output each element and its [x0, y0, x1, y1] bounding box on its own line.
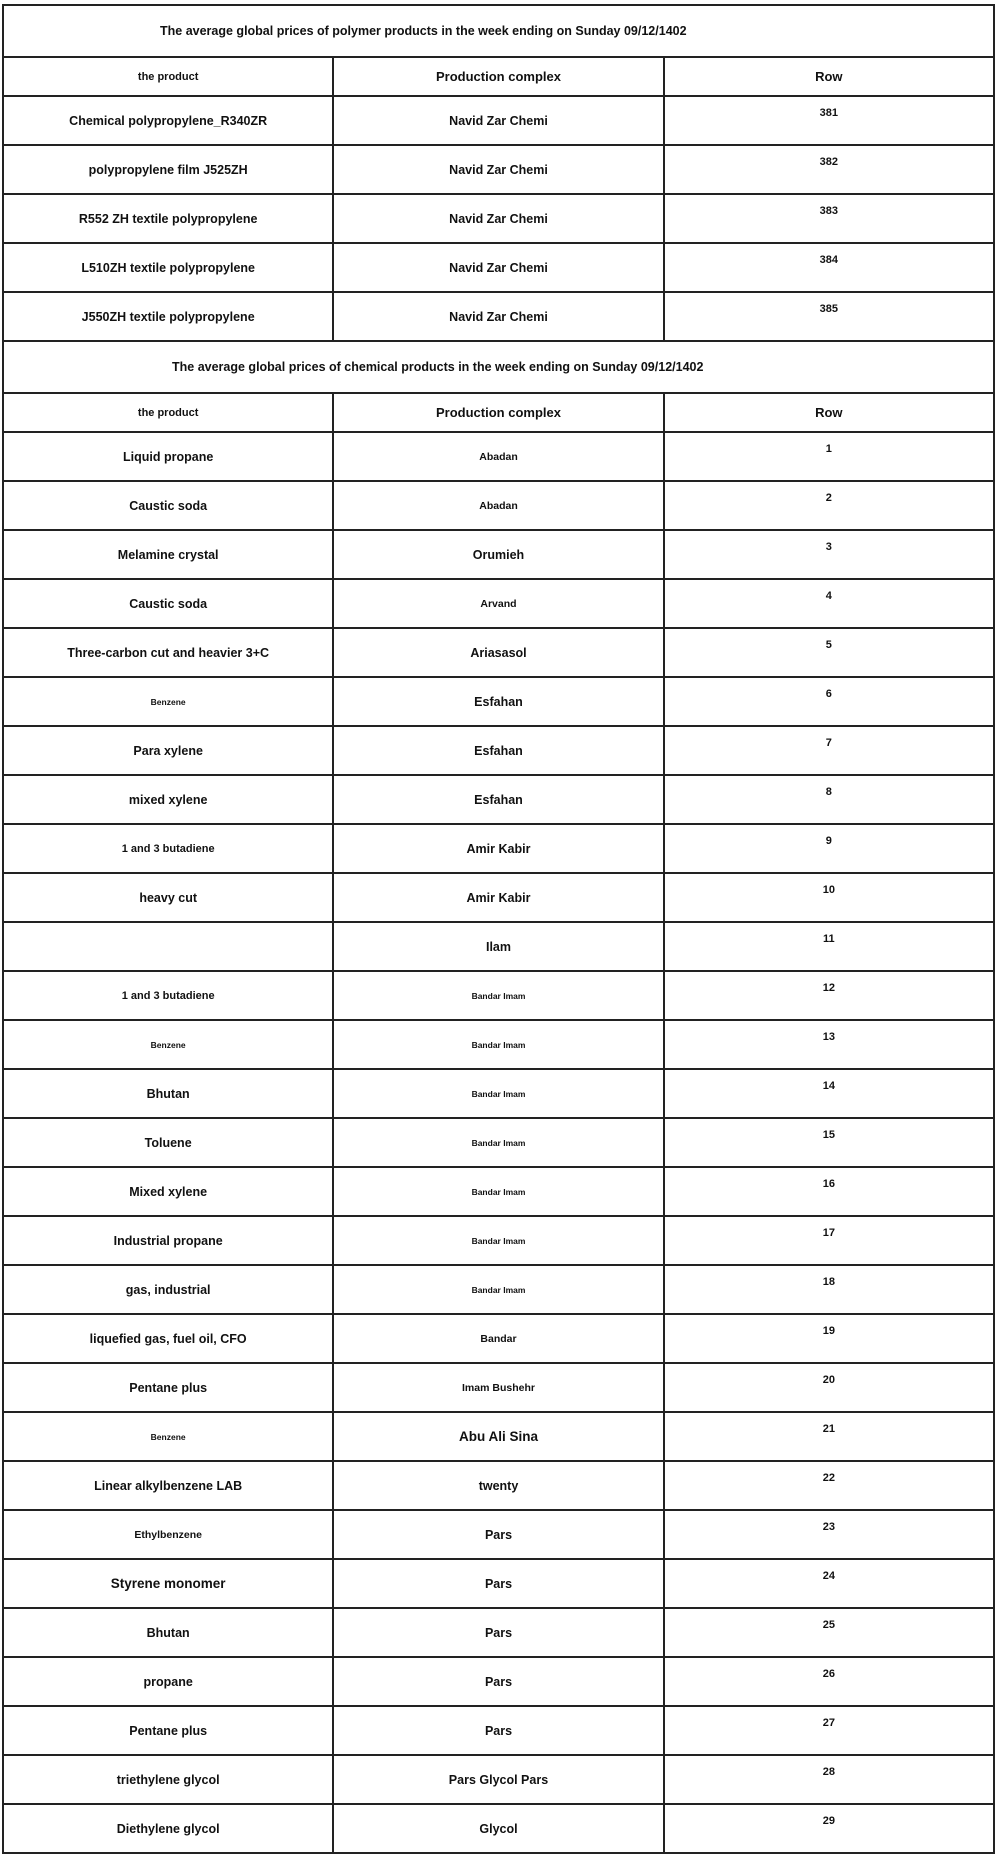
row-number-cell: 385 — [664, 292, 994, 341]
product-cell: 1 and 3 butadiene — [3, 971, 333, 1020]
column-header-complex: Production complex — [333, 57, 663, 96]
complex-cell: Ariasasol — [333, 628, 663, 677]
table-row — [3, 1559, 994, 1608]
polymer-table-header — [3, 57, 994, 96]
complex-cell: Abu Ali Sina — [333, 1412, 663, 1461]
product-cell: Bhutan — [3, 1069, 333, 1118]
product-cell: L510ZH textile polypropylene — [3, 243, 333, 292]
table-row — [3, 1069, 994, 1118]
table-row — [3, 824, 994, 873]
product-cell: Caustic soda — [3, 481, 333, 530]
table-row — [3, 1804, 994, 1853]
complex-cell: twenty — [333, 1461, 663, 1510]
complex-cell: Bandar Imam — [333, 1069, 663, 1118]
complex-cell: Pars — [333, 1510, 663, 1559]
complex-cell: Bandar Imam — [333, 1216, 663, 1265]
table-row — [3, 1216, 994, 1265]
row-number-cell: 16 — [664, 1167, 994, 1216]
table-row — [3, 1412, 994, 1461]
product-cell: liquefied gas, fuel oil, CFO — [3, 1314, 333, 1363]
row-number-cell: 26 — [664, 1657, 994, 1706]
product-cell — [3, 922, 333, 971]
product-cell: Styrene monomer — [3, 1559, 333, 1608]
complex-cell: Bandar Imam — [333, 1167, 663, 1216]
row-number-cell: 23 — [664, 1510, 994, 1559]
complex-cell: Arvand — [333, 579, 663, 628]
complex-cell: Bandar Imam — [333, 971, 663, 1020]
complex-cell: Bandar — [333, 1314, 663, 1363]
row-number-cell: 5 — [664, 628, 994, 677]
product-cell: Chemical polypropylene_R340ZR — [3, 96, 333, 145]
complex-cell: Bandar Imam — [333, 1020, 663, 1069]
complex-cell: Abadan — [333, 432, 663, 481]
product-cell: Melamine crystal — [3, 530, 333, 579]
row-number-cell: 15 — [664, 1118, 994, 1167]
product-cell: propane — [3, 1657, 333, 1706]
product-cell: Bhutan — [3, 1608, 333, 1657]
product-cell: mixed xylene — [3, 775, 333, 824]
polymer-table-body — [3, 96, 994, 341]
complex-cell: Pars Glycol Pars — [333, 1755, 663, 1804]
table-row — [3, 1020, 994, 1069]
table-row — [3, 677, 994, 726]
product-cell: Ethylbenzene — [3, 1510, 333, 1559]
row-number-cell: 27 — [664, 1706, 994, 1755]
table-row — [3, 1657, 994, 1706]
product-cell: Three-carbon cut and heavier 3+C — [3, 628, 333, 677]
complex-cell: Ilam — [333, 922, 663, 971]
product-cell: Linear alkylbenzene LAB — [3, 1461, 333, 1510]
row-number-cell: 6 — [664, 677, 994, 726]
row-number-cell: 2 — [664, 481, 994, 530]
column-header-row: Row — [664, 57, 994, 96]
product-cell: Benzene — [3, 677, 333, 726]
table-row — [3, 1461, 994, 1510]
table-row — [3, 1608, 994, 1657]
chemical-table-body — [3, 432, 994, 1853]
table-row — [3, 1167, 994, 1216]
product-cell: Industrial propane — [3, 1216, 333, 1265]
complex-cell: Navid Zar Chemi — [333, 243, 663, 292]
row-number-cell: 14 — [664, 1069, 994, 1118]
product-cell: heavy cut — [3, 873, 333, 922]
chemical-prices-table — [2, 340, 995, 1854]
column-header-complex: Production complex — [333, 393, 663, 432]
table-row — [3, 579, 994, 628]
complex-cell: Navid Zar Chemi — [333, 145, 663, 194]
table-row — [3, 873, 994, 922]
complex-cell: Abadan — [333, 481, 663, 530]
product-cell: Para xylene — [3, 726, 333, 775]
table-row — [3, 1118, 994, 1167]
table-row — [3, 145, 994, 194]
table-row — [3, 194, 994, 243]
table-row — [3, 1265, 994, 1314]
complex-cell: Navid Zar Chemi — [333, 194, 663, 243]
row-number-cell: 382 — [664, 145, 994, 194]
polymer-prices-table — [2, 4, 995, 342]
product-cell: triethylene glycol — [3, 1755, 333, 1804]
row-number-cell: 3 — [664, 530, 994, 579]
product-cell: Benzene — [3, 1412, 333, 1461]
row-number-cell: 8 — [664, 775, 994, 824]
row-number-cell: 25 — [664, 1608, 994, 1657]
column-header-product: the product — [3, 57, 333, 96]
row-number-cell: 381 — [664, 96, 994, 145]
table-row — [3, 1363, 994, 1412]
product-cell: polypropylene film J525ZH — [3, 145, 333, 194]
product-cell: gas, industrial — [3, 1265, 333, 1314]
row-number-cell: 21 — [664, 1412, 994, 1461]
complex-cell: Pars — [333, 1657, 663, 1706]
row-number-cell: 9 — [664, 824, 994, 873]
complex-cell: Esfahan — [333, 677, 663, 726]
table-row — [3, 432, 994, 481]
product-cell: Benzene — [3, 1020, 333, 1069]
row-number-cell: 19 — [664, 1314, 994, 1363]
table-row — [3, 481, 994, 530]
product-cell: Liquid propane — [3, 432, 333, 481]
product-cell: Pentane plus — [3, 1706, 333, 1755]
table-row — [3, 1510, 994, 1559]
row-number-cell: 12 — [664, 971, 994, 1020]
complex-cell: Orumieh — [333, 530, 663, 579]
table-row — [3, 1314, 994, 1363]
product-cell: Pentane plus — [3, 1363, 333, 1412]
table-row — [3, 726, 994, 775]
product-cell: Toluene — [3, 1118, 333, 1167]
complex-cell: Bandar Imam — [333, 1118, 663, 1167]
row-number-cell: 18 — [664, 1265, 994, 1314]
complex-cell: Navid Zar Chemi — [333, 96, 663, 145]
row-number-cell: 7 — [664, 726, 994, 775]
table-row — [3, 971, 994, 1020]
row-number-cell: 383 — [664, 194, 994, 243]
row-number-cell: 384 — [664, 243, 994, 292]
column-header-row: Row — [664, 393, 994, 432]
table-row — [3, 96, 994, 145]
chemical-table-header — [3, 393, 994, 432]
complex-cell: Amir Kabir — [333, 824, 663, 873]
polymer-table-title: The average global prices of polymer products in the week ending on Sunday 09/12/1402 — [3, 5, 994, 57]
row-number-cell: 20 — [664, 1363, 994, 1412]
product-cell: 1 and 3 butadiene — [3, 824, 333, 873]
complex-cell: Imam Bushehr — [333, 1363, 663, 1412]
row-number-cell: 24 — [664, 1559, 994, 1608]
table-row — [3, 292, 994, 341]
complex-cell: Pars — [333, 1559, 663, 1608]
complex-cell: Navid Zar Chemi — [333, 292, 663, 341]
row-number-cell: 28 — [664, 1755, 994, 1804]
column-header-product: the product — [3, 393, 333, 432]
complex-cell: Pars — [333, 1706, 663, 1755]
row-number-cell: 11 — [664, 922, 994, 971]
table-row — [3, 243, 994, 292]
row-number-cell: 22 — [664, 1461, 994, 1510]
table-row — [3, 1755, 994, 1804]
table-row — [3, 922, 994, 971]
table-row — [3, 775, 994, 824]
product-cell: Mixed xylene — [3, 1167, 333, 1216]
complex-cell: Esfahan — [333, 726, 663, 775]
product-cell: R552 ZH textile polypropylene — [3, 194, 333, 243]
product-cell: J550ZH textile polypropylene — [3, 292, 333, 341]
row-number-cell: 1 — [664, 432, 994, 481]
table-row — [3, 530, 994, 579]
row-number-cell: 10 — [664, 873, 994, 922]
complex-cell: Bandar Imam — [333, 1265, 663, 1314]
row-number-cell: 17 — [664, 1216, 994, 1265]
row-number-cell: 13 — [664, 1020, 994, 1069]
complex-cell: Esfahan — [333, 775, 663, 824]
table-row — [3, 628, 994, 677]
chemical-table-title: The average global prices of chemical products in the week ending on Sunday 09/12/1402 — [3, 341, 994, 393]
table-row — [3, 1706, 994, 1755]
complex-cell: Amir Kabir — [333, 873, 663, 922]
product-cell: Diethylene glycol — [3, 1804, 333, 1853]
complex-cell: Pars — [333, 1608, 663, 1657]
product-cell: Caustic soda — [3, 579, 333, 628]
complex-cell: Glycol — [333, 1804, 663, 1853]
row-number-cell: 4 — [664, 579, 994, 628]
row-number-cell: 29 — [664, 1804, 994, 1853]
